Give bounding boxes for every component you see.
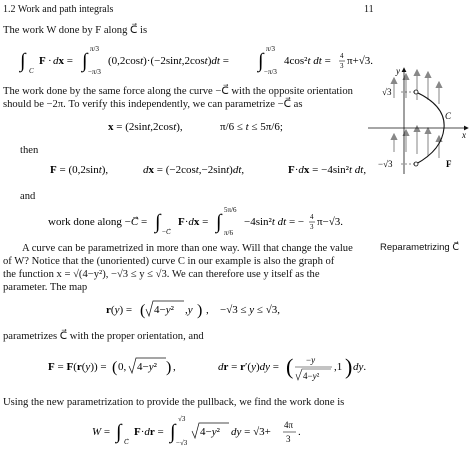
svg-text:−√3: −√3 (176, 439, 188, 447)
svg-text:(: ( (112, 359, 118, 376)
svg-text:π−√3.: π−√3. (317, 216, 344, 228)
svg-text:π/3: π/3 (266, 45, 275, 53)
svg-text:,1: ,1 (334, 361, 343, 373)
force-label: F (446, 159, 452, 169)
vector-field-figure (364, 64, 472, 176)
reverse-line-2: should be −2π. To verify this independently, we can parametrize −C⃗ as (3, 99, 303, 110)
svg-text:(0,2cost)·(−2sint,2cost)dt =: (0,2cost)·(−2sint,2cost)dt = (108, 55, 229, 67)
equation-force-dr (48, 348, 368, 388)
reparam-line-3: the function x = √(4−y²), −√3 ≤ y ≤ √3. We can therefore use y itself as the (3, 269, 320, 280)
svg-text:,: , (173, 361, 176, 373)
svg-text:∫: ∫ (116, 421, 122, 443)
svg-text:4: 4 (310, 213, 314, 221)
svg-text:W =: W = (92, 426, 111, 438)
reverse-line-1: The work done by the same force along the curve −C⃗ with the opposite orientation (3, 86, 353, 97)
reparam-line-4: parameter. The map (3, 282, 88, 293)
top-tick-label: √3 (382, 87, 392, 97)
section-header: 1.2 Work and path integrals (3, 4, 114, 15)
svg-text:π/6 ≤ t ≤ 5π/6;: π/6 ≤ t ≤ 5π/6; (220, 121, 283, 133)
svg-text:3: 3 (340, 62, 344, 70)
svg-text:F·dx = −4sin²t dt,: F·dx = −4sin²t dt, (288, 164, 367, 176)
intro-sentence: The work W done by F along C⃗ is (3, 25, 148, 36)
force-arrows (394, 70, 439, 158)
svg-text:−π/3: −π/3 (88, 68, 101, 76)
svg-text:∫: ∫ (155, 211, 161, 233)
equation-map-r (106, 297, 306, 321)
svg-text:F: F (39, 55, 46, 67)
svg-text:4−y²: 4−y² (200, 426, 220, 438)
svg-text:−√3 ≤ y ≤ √3,: −√3 ≤ y ≤ √3, (220, 304, 280, 316)
svg-text:∫: ∫ (216, 211, 222, 233)
reparam-line-2: of W? Notice that the (unoriented) curve C in our example is also the graph of (3, 256, 335, 267)
svg-text:C⃗: C⃗ (29, 67, 40, 75)
svg-text:.: . (298, 426, 301, 438)
svg-text:): ) (197, 302, 203, 319)
svg-text:): ) (345, 354, 353, 379)
svg-text:−C⃗: −C (162, 228, 171, 236)
svg-text:(: ( (286, 354, 294, 379)
svg-text:4−y²: 4−y² (303, 371, 320, 381)
and-word: and (20, 191, 36, 202)
svg-text:4cos²t dt =: 4cos²t dt = (284, 55, 331, 67)
svg-text:0,: 0, (118, 361, 127, 373)
svg-text:3: 3 (310, 223, 314, 231)
svg-text:F·dr =: F·dr = (134, 426, 164, 438)
svg-text:4−y²: 4−y² (154, 304, 174, 316)
svg-text:dy = √3+: dy = √3+ (231, 426, 271, 438)
svg-text:−y: −y (306, 355, 316, 365)
svg-text:work done along −C⃗ =: work done along −C⃗ = (48, 216, 148, 228)
svg-text:∫: ∫ (20, 50, 26, 72)
page-number: 11 (364, 4, 374, 15)
svg-text:4−y²: 4−y² (137, 361, 157, 373)
svg-text:,: , (206, 304, 209, 316)
svg-text:4: 4 (340, 52, 344, 60)
svg-text:F·dx =: F·dx = (178, 216, 209, 228)
equation-param-reverse (108, 117, 318, 135)
svg-text:·: · (48, 55, 52, 67)
svg-text:4π: 4π (284, 420, 294, 430)
svg-text:r(y) =: r(y) = (106, 304, 133, 316)
y-axis-label: y (396, 66, 400, 76)
svg-text:∫: ∫ (258, 50, 264, 72)
svg-text:): ) (166, 359, 172, 376)
margin-note: Reparametrizing C⃗ (380, 242, 459, 253)
equation-work-integral (20, 42, 374, 78)
pullback-text: Using the new parametrization to provide the pullback, we find the work done is (3, 397, 345, 408)
svg-text:∫: ∫ (82, 50, 88, 72)
svg-text:dy.: dy. (353, 361, 367, 373)
then-word: then (20, 145, 39, 156)
svg-text:F = F(r(y)) =: F = F(r(y)) = (48, 361, 107, 373)
x-axis-label: x (462, 130, 466, 140)
svg-text:π/3: π/3 (90, 45, 99, 53)
svg-text:3: 3 (286, 434, 291, 444)
svg-text:F = (0,2sint),: F = (0,2sint), (50, 164, 109, 176)
reparam-line-1: A curve can be parametrized in more than one way. Will that change the value (22, 243, 353, 254)
svg-text:dx = (−2cost,−2sint)dt,: dx = (−2cost,−2sint)dt, (143, 164, 245, 176)
svg-text:dr = r′(y)dy =: dr = r′(y)dy = (218, 361, 279, 373)
svg-text:C⃗: C (124, 438, 129, 446)
svg-text:5π/6: 5π/6 (224, 206, 237, 214)
equation-force-sub (50, 160, 370, 178)
svg-text:(: ( (140, 302, 146, 319)
svg-text:x = (2sint,2cost),: x = (2sint,2cost), (108, 121, 183, 133)
intro-text (3, 24, 147, 37)
proper-orientation-text: parametrizes C⃗ with the proper orientation, and (3, 331, 204, 342)
svg-text:−π/3: −π/3 (264, 68, 277, 76)
svg-text:π/6: π/6 (224, 229, 233, 237)
equation-work-reverse (48, 203, 368, 237)
svg-text:∫: ∫ (170, 421, 176, 443)
svg-text:√3: √3 (178, 415, 186, 423)
svg-text:−4sin²t dt = −: −4sin²t dt = − (244, 216, 305, 228)
equation-work-final (92, 411, 322, 449)
svg-text:dx =: dx = (53, 55, 73, 67)
svg-text:π+√3.: π+√3. (347, 55, 374, 67)
curve-label: C⃗ (445, 111, 459, 121)
bottom-tick-label: −√3 (378, 159, 393, 169)
svg-text:,y: ,y (185, 304, 193, 316)
